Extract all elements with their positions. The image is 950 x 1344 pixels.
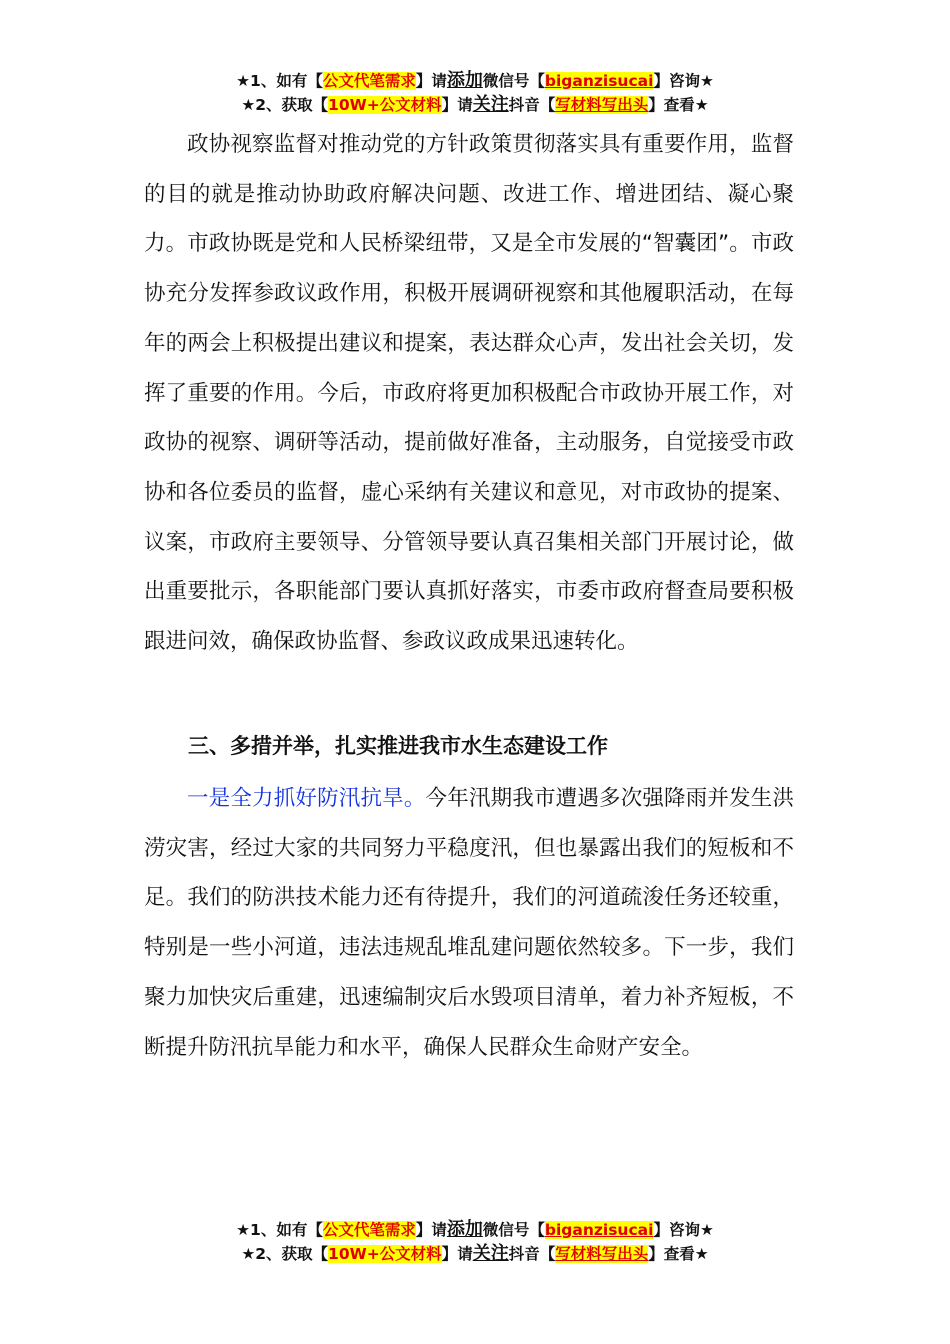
douyin-id: 写材料写出头 <box>555 1245 649 1263</box>
douyin-id: 写材料写出头 <box>555 96 649 114</box>
wechat-id: biganzisucai <box>544 1221 654 1239</box>
promo-banner-bottom <box>0 1218 950 1266</box>
promo-line-2: ★2、获取【10W+公文材料】请关注抖音【写材料写出头】查看★ <box>241 94 709 115</box>
promo-line-1: ★1、如有【公文代笔需求】请添加微信号【biganzisucai】咨询★ <box>236 1219 714 1240</box>
highlight-service: 公文代笔需求 <box>322 72 416 90</box>
wechat-id: biganzisucai <box>544 72 654 90</box>
highlight-materials: 10W+公文材料 <box>328 96 442 114</box>
section-heading: 三、多措并举，扎实推进我市水生态建设工作 <box>188 734 608 758</box>
promo-banner-top <box>0 69 950 117</box>
highlight-materials: 10W+公文材料 <box>328 1245 442 1263</box>
body-paragraph-1: 政协视察监督对推动党的方针政策贯彻落实具有重要作用，监督的目的就是推动协助政府解决问题、改进工作、增进团结、凝心聚力。市政协既是党和人民桥梁纽带，又是全市发展的“智囊团”。市政协充分发挥参政议政作用，积极开展调研视察和其他履职活动，在每年的两会上积极提出建议和提案，表达群众心声，发出社会关切，发挥了重要的作用。今后，市政府将更加积极配合市政协开展工作，对政协的视察、调研等活动，提前做好准备，主动服务，自觉接受市政协和各位委员的监督，虚心采纳有关建议和意见，对市政协的提案、议案，市政府主要领导、分管领导要认真召集相关部门开展讨论，做出重要批示，各职能部门要认真抓好落实，市委市政府督查局要积极跟进问效，确保政协监督、参政议政成果迅速转化。 <box>144 132 794 655</box>
body-paragraph-2: 一是全力抓好防汛抗旱。今年汛期我市遭遇多次强降雨并发生洪涝灾害，经过大家的共同努力平稳度汛，但也暴露出我们的短板和不足。我们的防洪技术能力还有待提升，我们的河道疏浚任务还较重，特别是一些小河道，违法违规乱堆乱建问题依然较多。下一步，我们聚力加快灾后重建，迅速编制灾后水毁项目清单，着力补齐短板，不断提升防汛抗旱能力和水平，确保人民群众生命财产安全。 <box>144 786 794 1060</box>
highlight-service: 公文代笔需求 <box>322 1221 416 1239</box>
promo-line-2: ★2、获取【10W+公文材料】请关注抖音【写材料写出头】查看★ <box>241 1243 709 1264</box>
promo-line-1: ★1、如有【公文代笔需求】请添加微信号【biganzisucai】咨询★ <box>236 70 714 91</box>
paragraph-lead: 一是全力抓好防汛抗旱。 <box>187 786 426 811</box>
